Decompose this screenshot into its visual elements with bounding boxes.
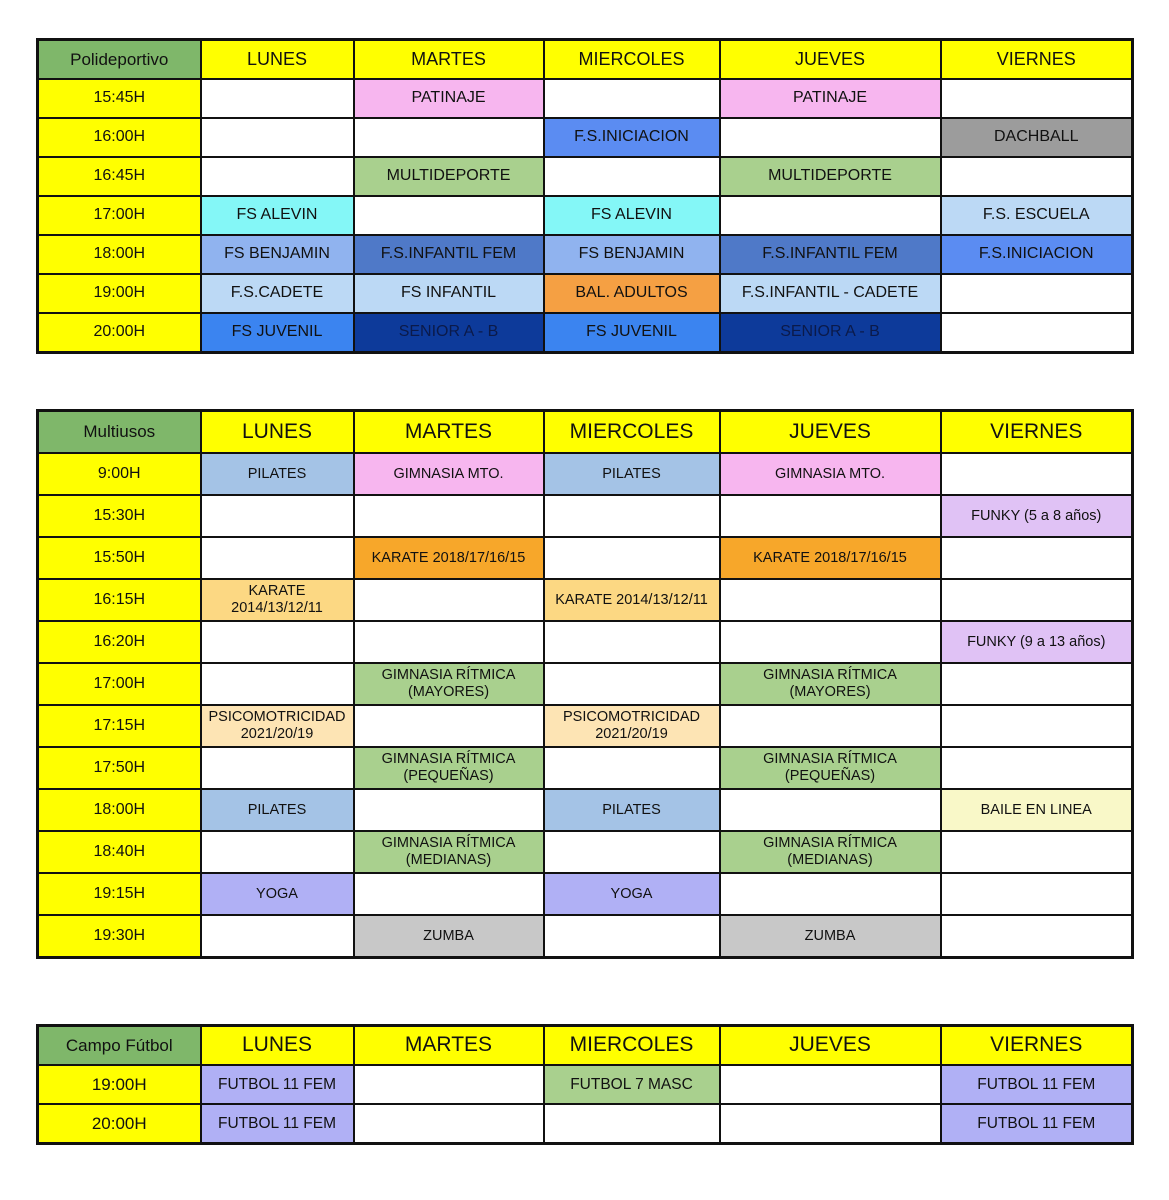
activity-cell: MULTIDEPORTE [354,157,544,196]
activity-cell [720,196,941,235]
table-row [38,663,1133,705]
activity-cell [354,1104,544,1144]
time-slot: 16:00H [38,118,201,157]
table-row [38,313,1133,353]
activity-cell [720,621,941,663]
table-row [38,915,1133,958]
activity-cell: FS ALEVIN [544,196,720,235]
activity-cell [354,579,544,621]
activity-cell [201,831,354,873]
activity-cell [201,705,354,747]
activity-cell: F.S.INFANTIL FEM [354,235,544,274]
activity-cell [354,495,544,537]
activity-cell [544,537,720,579]
time-slot: 20:00H [38,313,201,353]
venue-name: Polideportivo [38,40,201,80]
time-slot: 17:15H [38,705,201,747]
activity-cell: ZUMBA [720,915,941,958]
activity-cell: FUTBOL 11 FEM [941,1104,1133,1144]
time-slot: 9:00H [38,453,201,495]
activity-label-line: (MAYORES) [407,684,490,700]
activity-cell: PATINAJE [354,79,544,118]
activity-cell: GIMNASIA MTO. [720,453,941,495]
activity-cell: DACHBALL [941,118,1133,157]
activity-cell [720,1065,941,1104]
day-header-miercoles: MIERCOLES [544,40,720,80]
table-row [38,235,1133,274]
activity-cell: ZUMBA [354,915,544,958]
header-row [38,40,1133,80]
day-header-jueves: JUEVES [720,1026,941,1066]
table-row [38,705,1133,747]
activity-label-line: GIMNASIA RÍTMICA [381,667,516,684]
activity-cell [201,747,354,789]
activity-cell [720,495,941,537]
activity-cell: F.S.INFANTIL FEM [720,235,941,274]
time-slot: 16:15H [38,579,201,621]
activity-cell: FS BENJAMIN [544,235,720,274]
activity-cell: MULTIDEPORTE [720,157,941,196]
time-slot: 17:00H [38,196,201,235]
campo-futbol-schedule-table [36,1024,1134,1145]
polideportivo-schedule-table [36,38,1134,354]
activity-cell [201,915,354,958]
activity-cell [720,747,941,789]
activity-cell: SENIOR A - B [354,313,544,353]
table-row [38,789,1133,831]
activity-cell [201,621,354,663]
time-slot: 20:00H [38,1104,201,1144]
table-row [38,1065,1133,1104]
activity-cell [941,831,1133,873]
activity-cell: YOGA [544,873,720,915]
time-slot: 19:00H [38,274,201,313]
activity-cell: KARATE 2014/13/12/11 [544,579,720,621]
activity-cell [720,789,941,831]
time-slot: 18:00H [38,235,201,274]
time-slot: 17:50H [38,747,201,789]
activity-cell [720,663,941,705]
activity-cell [544,1104,720,1144]
activity-cell: FUTBOL 11 FEM [941,1065,1133,1104]
activity-cell [544,495,720,537]
table-row [38,453,1133,495]
activity-cell: BAL. ADULTOS [544,274,720,313]
activity-cell [544,705,720,747]
day-header-viernes: VIERNES [941,40,1133,80]
activity-cell: KARATE 2018/17/16/15 [354,537,544,579]
activity-cell [201,495,354,537]
activity-cell [544,79,720,118]
activity-label-line: (PEQUEÑAS) [403,768,494,784]
day-header-miercoles: MIERCOLES [544,1026,720,1066]
activity-cell: PILATES [544,453,720,495]
table-row [38,579,1133,621]
day-header-martes: MARTES [354,40,544,80]
activity-cell: FUTBOL 11 FEM [201,1065,354,1104]
time-slot: 18:40H [38,831,201,873]
activity-label-line: GIMNASIA RÍTMICA [381,751,516,768]
activity-cell: PILATES [201,453,354,495]
table-row [38,157,1133,196]
table-row [38,495,1133,537]
activity-cell [544,621,720,663]
header-row [38,411,1133,454]
activity-cell: FS JUVENIL [544,313,720,353]
activity-cell [354,705,544,747]
activity-cell [941,537,1133,579]
activity-cell [941,873,1133,915]
activity-cell [941,579,1133,621]
day-header-lunes: LUNES [201,40,354,80]
activity-cell [720,579,941,621]
time-slot: 15:45H [38,79,201,118]
time-slot: 19:30H [38,915,201,958]
activity-cell: BAILE EN LINEA [941,789,1133,831]
activity-label-line: 2014/13/12/11 [231,600,323,616]
activity-cell [354,196,544,235]
activity-cell: F.S.INICIACION [544,118,720,157]
activity-cell [201,157,354,196]
activity-cell: F.S.INFANTIL - CADETE [720,274,941,313]
activity-label-line: (PEQUEÑAS) [784,768,876,784]
activity-cell [720,1104,941,1144]
activity-cell [941,157,1133,196]
activity-label-line: (MEDIANAS) [405,852,492,868]
day-header-lunes: LUNES [201,1026,354,1066]
activity-cell [720,118,941,157]
activity-label-line: (MAYORES) [789,684,871,700]
activity-cell [354,747,544,789]
activity-label-line: KARATE [248,583,306,600]
activity-cell [720,705,941,747]
activity-cell: F.S.INICIACION [941,235,1133,274]
table-row [38,274,1133,313]
activity-cell [201,663,354,705]
activity-cell: FS ALEVIN [201,196,354,235]
activity-cell: FUTBOL 7 MASC [544,1065,720,1104]
day-header-martes: MARTES [354,411,544,454]
activity-cell: FS JUVENIL [201,313,354,353]
activity-cell: PATINAJE [720,79,941,118]
day-header-viernes: VIERNES [941,1026,1133,1066]
activity-label-line: PSICOMOTRICIDAD [208,709,346,726]
time-slot: 16:20H [38,621,201,663]
activity-cell [941,705,1133,747]
table-row [38,79,1133,118]
table-row [38,831,1133,873]
activity-cell [720,831,941,873]
table-row [38,118,1133,157]
table-row [38,196,1133,235]
venue-name: Multiusos [38,411,201,454]
day-header-martes: MARTES [354,1026,544,1066]
table-row [38,873,1133,915]
activity-cell [941,915,1133,958]
activity-label-line: PSICOMOTRICIDAD [563,709,700,726]
activity-cell: F.S.CADETE [201,274,354,313]
activity-cell: FUTBOL 11 FEM [201,1104,354,1144]
venue-name: Campo Fútbol [38,1026,201,1066]
time-slot: 15:50H [38,537,201,579]
day-header-lunes: LUNES [201,411,354,454]
activity-label-line: 2021/20/19 [595,726,668,742]
time-slot: 16:45H [38,157,201,196]
activity-cell [941,274,1133,313]
activity-cell: FUNKY (9 a 13 años) [941,621,1133,663]
day-header-viernes: VIERNES [941,411,1133,454]
time-slot: 15:30H [38,495,201,537]
activity-cell: YOGA [201,873,354,915]
activity-cell [544,663,720,705]
day-header-jueves: JUEVES [720,411,941,454]
multiusos-schedule-table [36,409,1134,959]
activity-cell [354,621,544,663]
activity-cell [941,663,1133,705]
activity-cell [354,873,544,915]
activity-label-line: 2021/20/19 [240,726,314,742]
table-row [38,621,1133,663]
activity-cell: GIMNASIA MTO. [354,453,544,495]
activity-cell [544,157,720,196]
activity-cell [941,453,1133,495]
table-row [38,747,1133,789]
header-row [38,1026,1133,1066]
activity-cell: PILATES [201,789,354,831]
activity-cell [941,747,1133,789]
activity-cell [941,79,1133,118]
activity-cell [354,1065,544,1104]
activity-cell [941,313,1133,353]
activity-cell: F.S. ESCUELA [941,196,1133,235]
activity-cell [720,873,941,915]
day-header-miercoles: MIERCOLES [544,411,720,454]
table-row [38,537,1133,579]
activity-cell [544,915,720,958]
activity-cell [354,789,544,831]
time-slot: 19:00H [38,1065,201,1104]
activity-label-line: (MEDIANAS) [787,852,873,868]
activity-cell [354,663,544,705]
day-header-jueves: JUEVES [720,40,941,80]
activity-cell: PILATES [544,789,720,831]
activity-cell [354,118,544,157]
activity-cell [201,537,354,579]
activity-cell: FUNKY (5 a 8 años) [941,495,1133,537]
activity-label-line: GIMNASIA RÍTMICA [381,835,516,852]
time-slot: 19:15H [38,873,201,915]
activity-cell [354,831,544,873]
activity-cell: FS INFANTIL [354,274,544,313]
activity-cell [544,831,720,873]
activity-cell [201,118,354,157]
activity-cell [544,747,720,789]
time-slot: 17:00H [38,663,201,705]
activity-cell: FS BENJAMIN [201,235,354,274]
activity-cell: KARATE 2018/17/16/15 [720,537,941,579]
activity-label-line: GIMNASIA RÍTMICA [763,667,897,684]
table-row [38,1104,1133,1144]
activity-label-line: GIMNASIA RÍTMICA [763,835,897,852]
activity-cell [201,79,354,118]
activity-cell [201,579,354,621]
activity-cell: SENIOR A - B [720,313,941,353]
time-slot: 18:00H [38,789,201,831]
activity-label-line: GIMNASIA RÍTMICA [763,751,897,768]
